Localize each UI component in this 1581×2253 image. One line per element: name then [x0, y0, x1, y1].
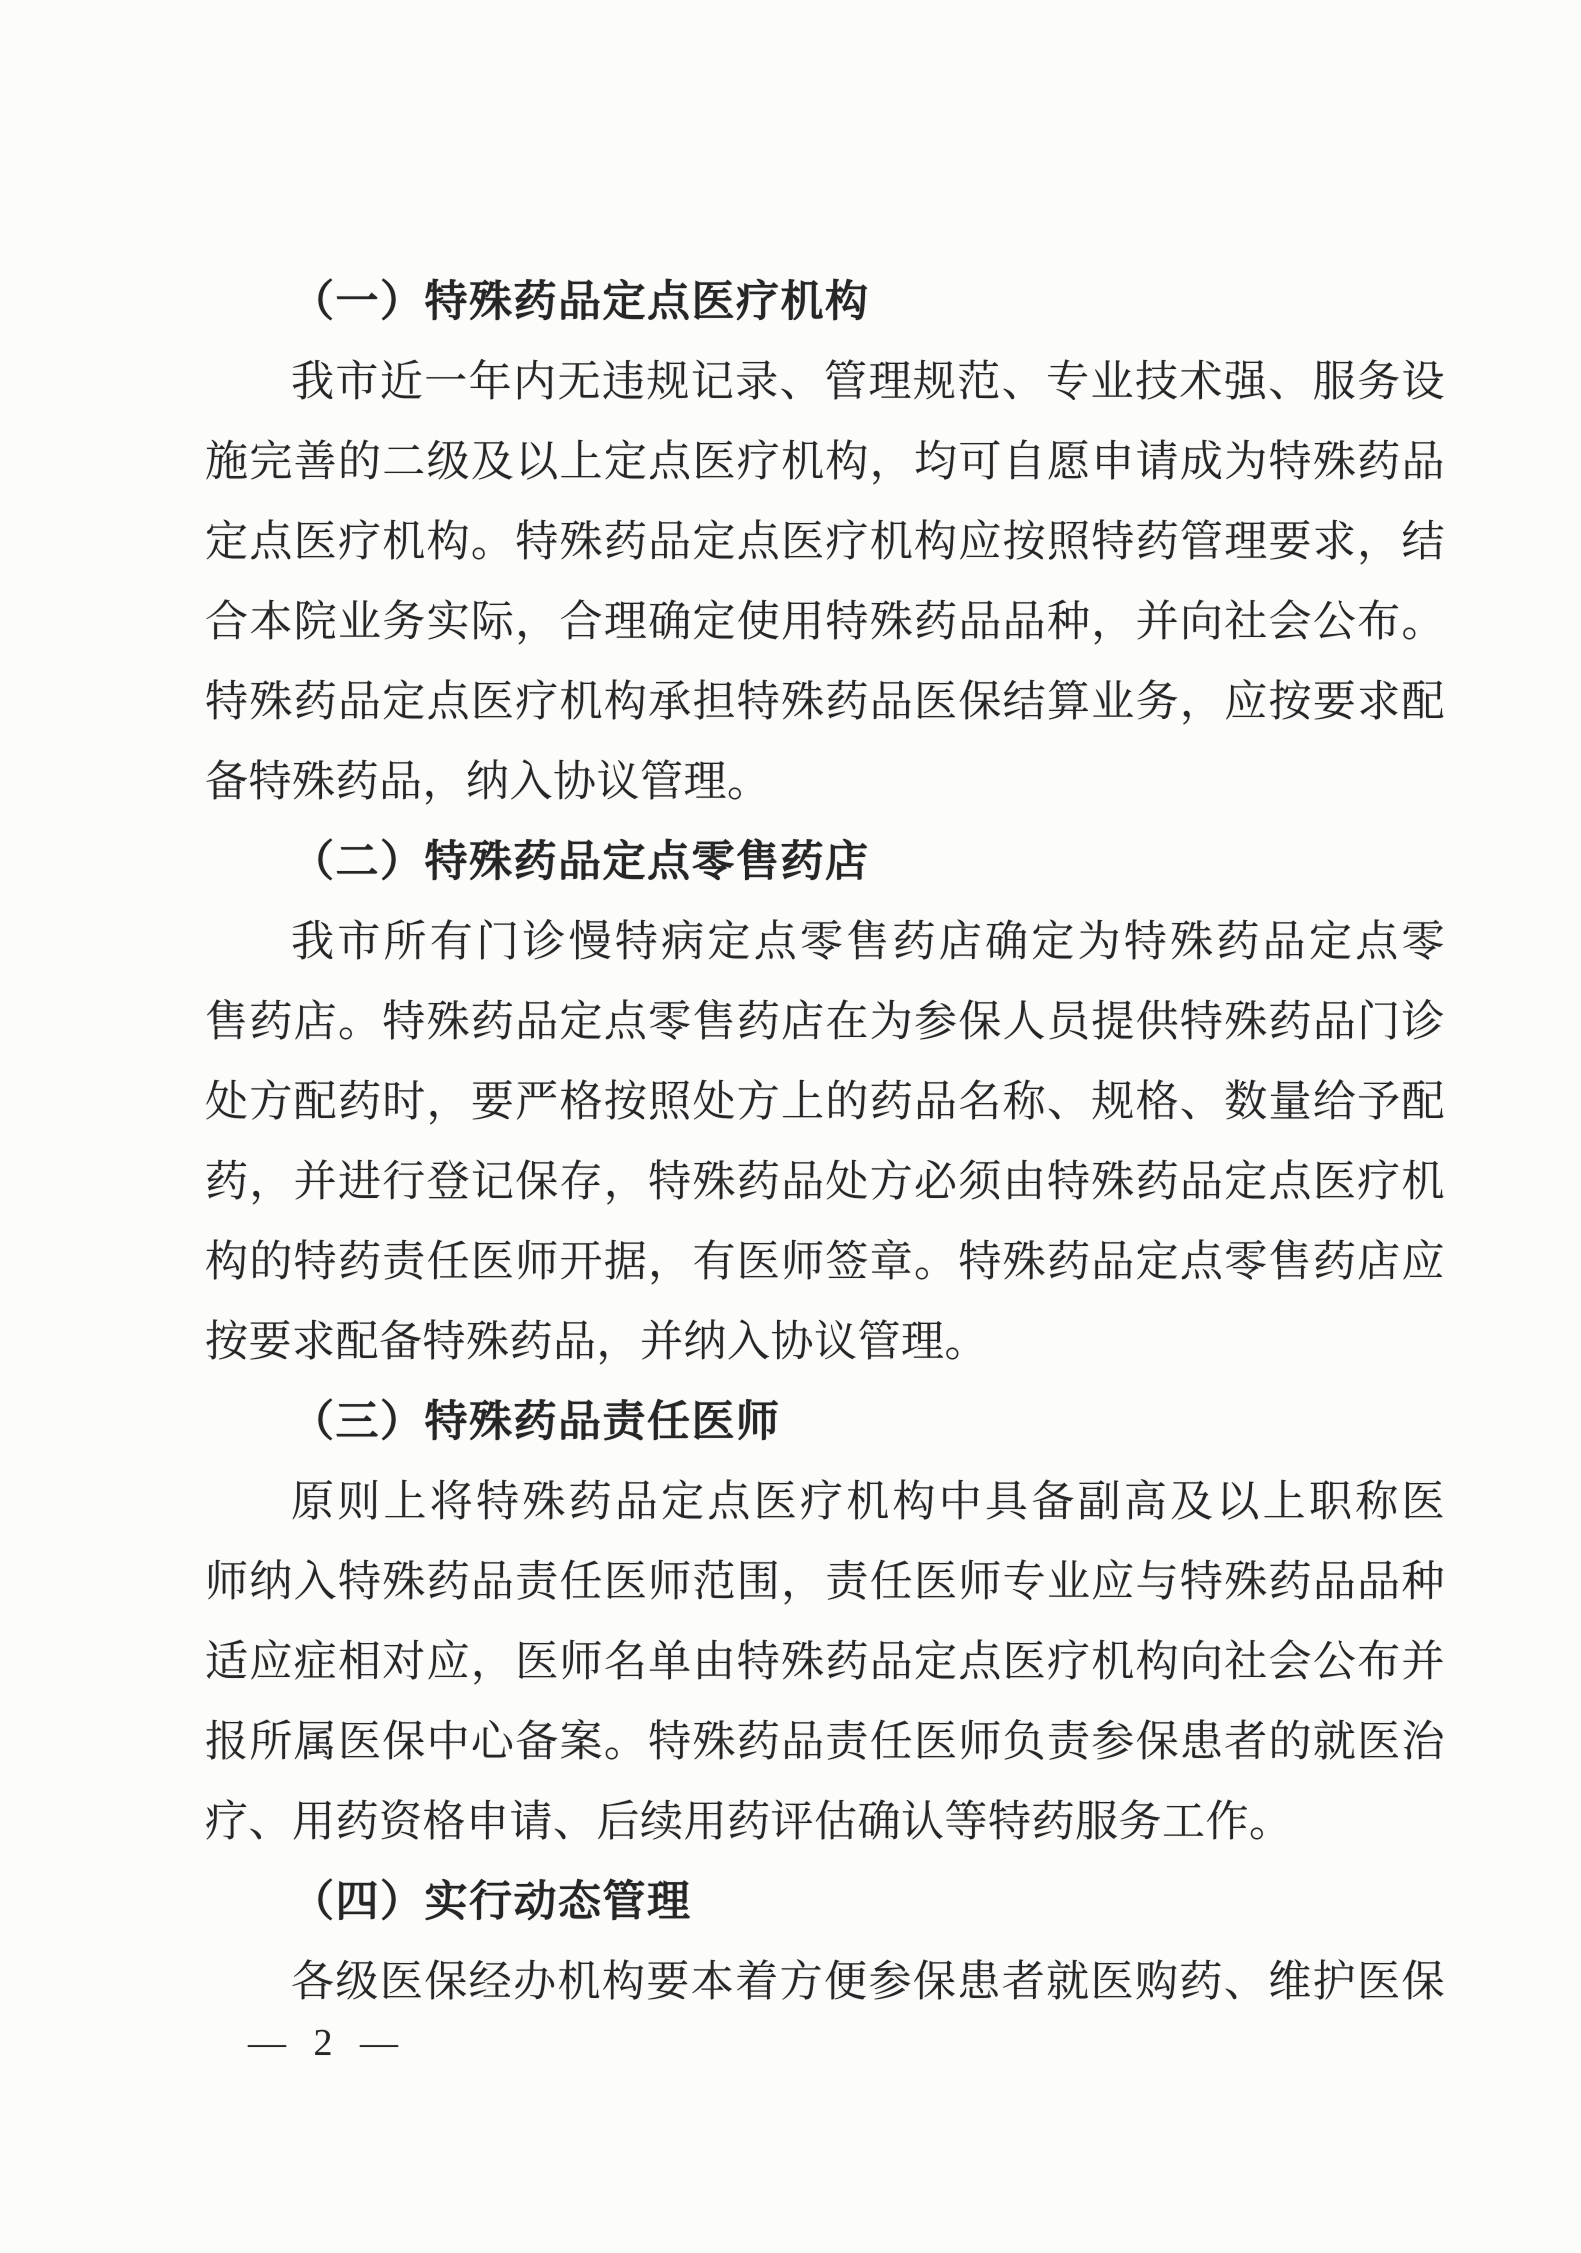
body-line: 处方配药时，要严格按照处方上的药品名称、规格、数量给予配 [205, 1079, 1445, 1126]
body-line: 定点医疗机构。特殊药品定点医疗机构应按照特药管理要求，结 [205, 519, 1445, 566]
body-line: 按要求配备特殊药品，并纳入协议管理。 [205, 1319, 988, 1366]
body-line: 疗、用药资格申请、后续用药评估确认等特药服务工作。 [205, 1799, 1293, 1846]
section-heading: （二）特殊药品定点零售药店 [291, 839, 870, 886]
body-line: 适应症相对应，医师名单由特殊药品定点医疗机构向社会公布并 [205, 1639, 1445, 1686]
body-line: 报所属医保中心备案。特殊药品责任医师负责参保患者的就医治 [205, 1719, 1445, 1766]
section-heading: （三）特殊药品责任医师 [291, 1399, 781, 1446]
text-block [205, 263, 1445, 2023]
body-line: 各级医保经办机构要本着方便参保患者就医购药、维护医保 [291, 1959, 1445, 2006]
body-line: 合本院业务实际，合理确定使用特殊药品品种，并向社会公布。 [205, 599, 1445, 646]
page-number: — 2 — [248, 2022, 407, 2064]
section-heading: （四）实行动态管理 [291, 1879, 692, 1926]
body-line: 构的特药责任医师开据，有医师签章。特殊药品定点零售药店应 [205, 1239, 1445, 1286]
body-line: 特殊药品定点医疗机构承担特殊药品医保结算业务，应按要求配 [205, 679, 1445, 726]
body-line: 原则上将特殊药品定点医疗机构中具备副高及以上职称医 [291, 1479, 1445, 1526]
body-line: 售药店。特殊药品定点零售药店在为参保人员提供特殊药品门诊 [205, 999, 1445, 1046]
body-line: 备特殊药品，纳入协议管理。 [205, 759, 771, 806]
body-line: 药，并进行登记保存，特殊药品处方必须由特殊药品定点医疗机 [205, 1159, 1445, 1206]
body-line: 施完善的二级及以上定点医疗机构，均可自愿申请成为特殊药品 [205, 439, 1445, 486]
body-line: 师纳入特殊药品责任医师范围，责任医师专业应与特殊药品品种 [205, 1559, 1445, 1606]
body-line: 我市近一年内无违规记录、管理规范、专业技术强、服务设 [291, 359, 1445, 406]
body-line: 我市所有门诊慢特病定点零售药店确定为特殊药品定点零 [291, 919, 1445, 966]
section-heading: （一）特殊药品定点医疗机构 [291, 279, 870, 326]
